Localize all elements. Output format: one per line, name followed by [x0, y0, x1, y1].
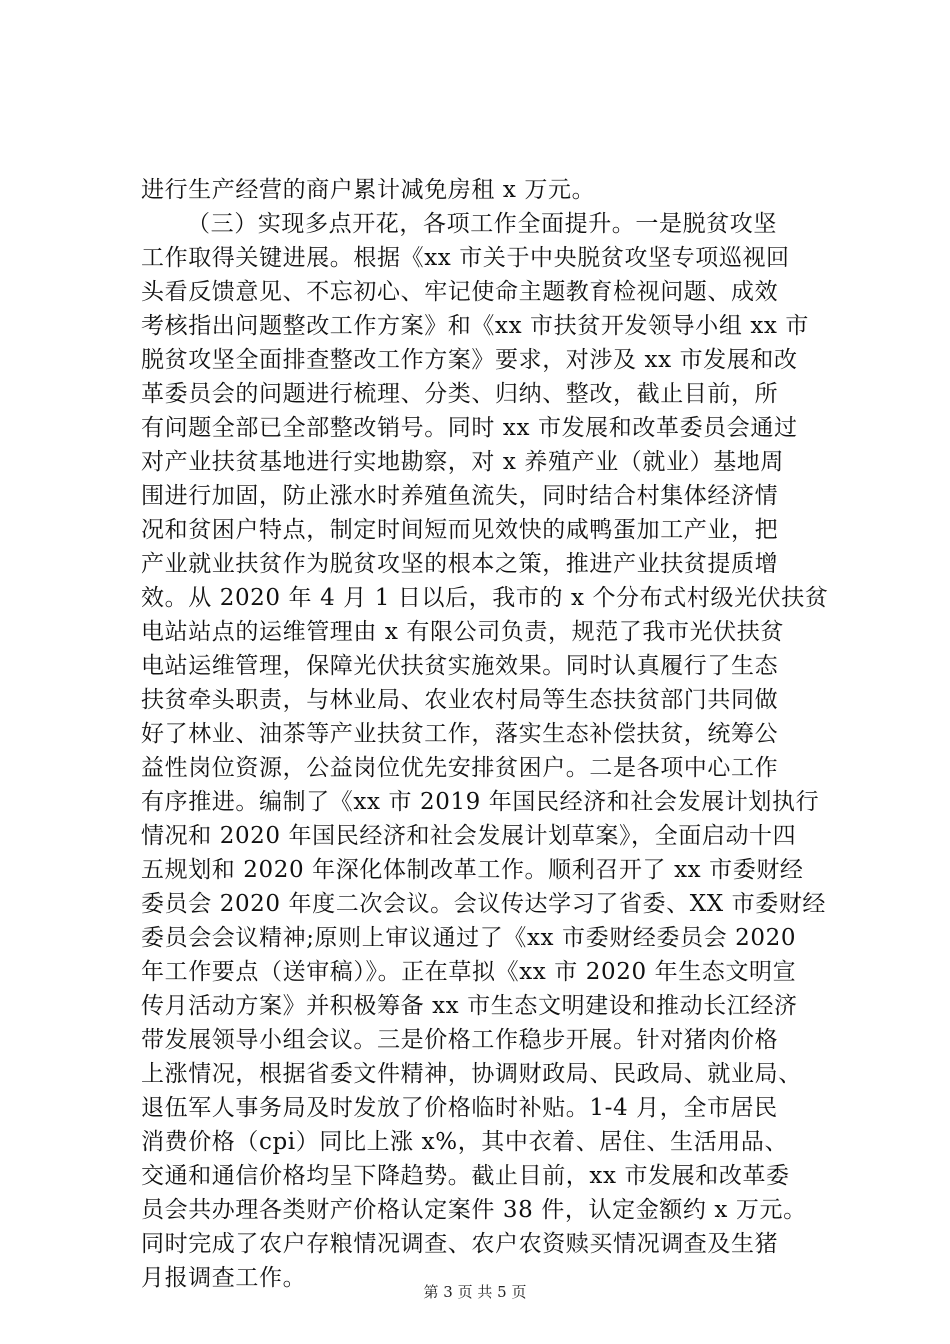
text-line: 电站运维管理，保障光伏扶贫实施效果。同时认真履行了生态: [141, 653, 779, 679]
text-line: 考核指出问题整改工作方案》和《xx 市扶贫开发领导小组 xx 市: [141, 313, 810, 339]
text-line: 有序推进。编制了《xx 市 2019 年国民经济和社会发展计划执行: [141, 789, 820, 815]
text-line: 年工作要点（送审稿）》。正在草拟《xx 市 2020 年生态文明宣: [141, 959, 797, 985]
text-line: 带发展领导小组会议。三是价格工作稳步开展。针对猪肉价格: [141, 1027, 779, 1053]
text-line: 有问题全部已全部整改销号。同时 xx 市发展和改革委员会通过: [141, 415, 798, 441]
body-text: [141, 173, 841, 1295]
page-number-footer: 第 3 页 共 5 页: [423, 1283, 527, 1301]
text-line: 交通和通信价格均呈下降趋势。截止目前，xx 市发展和改革委: [141, 1163, 790, 1189]
text-line: 效。从 2020 年 4 月 1 日以后，我市的 x 个分布式村级光伏扶贫: [141, 585, 829, 611]
text-line: 电站站点的运维管理由 x 有限公司负责，规范了我市光伏扶贫: [141, 619, 784, 645]
text-line: 益性岗位资源，公益岗位优先安排贫困户。二是各项中心工作: [141, 755, 779, 781]
text-line: 好了林业、油茶等产业扶贫工作，落实生态补偿扶贫，统筹公: [141, 721, 779, 747]
text-line: 委员会会议精神;原则上审议通过了《xx 市委财经委员会 2020: [141, 925, 797, 951]
text-line: 同时完成了农户存粮情况调查、农户农资赎买情况调查及生猪: [141, 1231, 779, 1257]
text-line: 围进行加固，防止涨水时养殖鱼流失，同时结合村集体经济情: [141, 483, 779, 509]
text-line: 委员会 2020 年度二次会议。会议传达学习了省委、XX 市委财经: [141, 891, 827, 917]
text-line: 员会共办理各类财产价格认定案件 38 件，认定金额约 x 万元。: [141, 1197, 807, 1223]
text-line: 情况和 2020 年国民经济和社会发展计划草案》，全面启动十四: [141, 823, 797, 849]
text-line: 五规划和 2020 年深化体制改革工作。顺利召开了 xx 市委财经: [141, 857, 804, 883]
text-line: 脱贫攻坚全面排查整改工作方案》要求，对涉及 xx 市发展和改: [141, 347, 798, 373]
text-line: 上涨情况，根据省委文件精神，协调财政局、民政局、就业局、: [141, 1061, 802, 1087]
text-line: 对产业扶贫基地进行实地勘察，对 x 养殖产业（就业）基地周: [141, 449, 784, 475]
text-line: 退伍军人事务局及时发放了价格临时补贴。1-4 月，全市居民: [141, 1095, 778, 1121]
text-line: 产业就业扶贫作为脱贫攻坚的根本之策，推进产业扶贫提质增: [141, 551, 779, 577]
text-line: 工作取得关键进展。根据《xx 市关于中央脱贫攻坚专项巡视回: [141, 245, 790, 271]
text-line: 扶贫牵头职责，与林业局、农业农村局等生态扶贫部门共同做: [141, 687, 779, 713]
text-line: 月报调查工作。: [141, 1265, 307, 1291]
text-line: 头看反馈意见、不忘初心、牢记使命主题教育检视问题、成效: [141, 279, 779, 305]
text-line: 进行生产经营的商户累计减免房租 x 万元。: [141, 177, 596, 203]
text-line: 消费价格（cpi）同比上涨 x%，其中衣着、居住、生活用品、: [141, 1129, 789, 1155]
text-line: 革委员会的问题进行梳理、分类、归纳、整改，截止目前，所: [141, 381, 779, 407]
text-line: 传月活动方案》并积极筹备 xx 市生态文明建设和推动长江经济: [141, 993, 798, 1019]
text-line: 况和贫困户特点，制定时间短而见效快的咸鸭蛋加工产业，把: [141, 517, 779, 543]
text-line: （三）实现多点开花，各项工作全面提升。一是脱贫攻坚: [187, 211, 777, 237]
